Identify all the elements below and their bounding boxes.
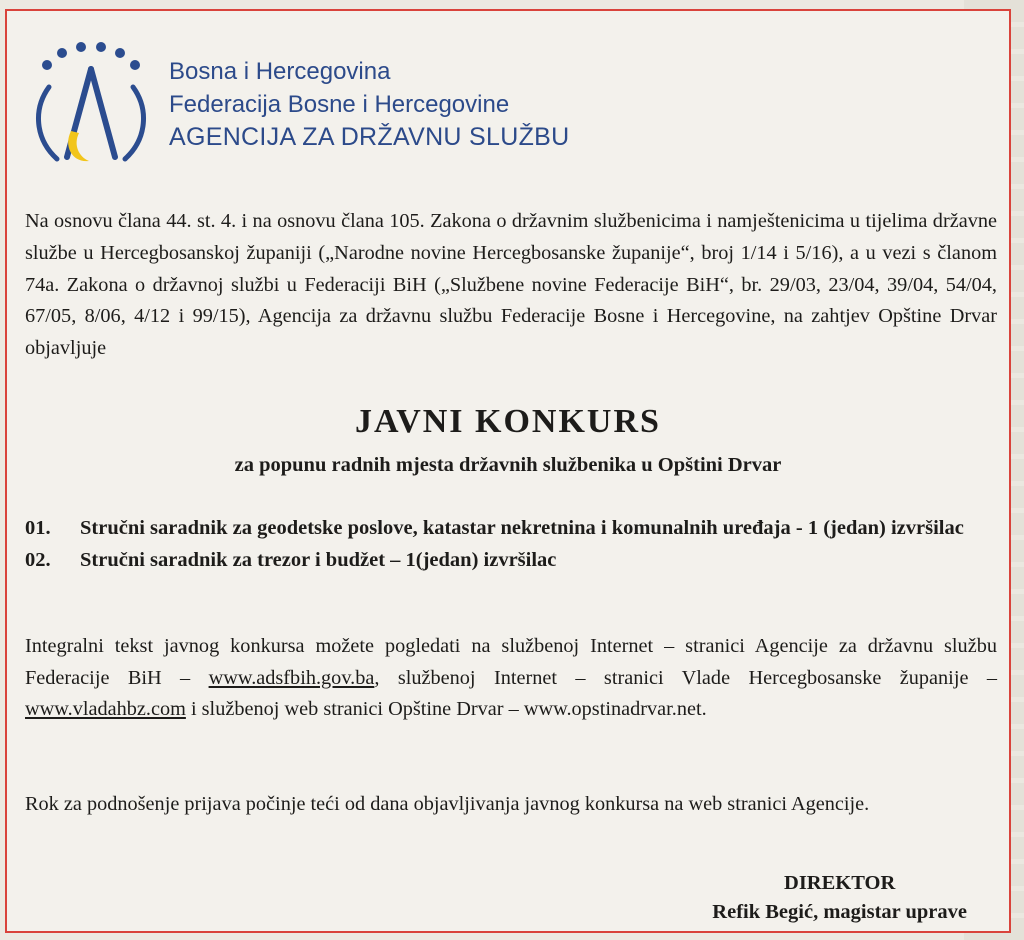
info-text-part: i službenoj web stranici Opštine Drvar – www.opstinadrvar.net. [185, 698, 707, 720]
deadline-paragraph: Rok za podnošenje prijava počinje teći od dana objavljivanja javnog konkursa na web stranici Agencije. [25, 793, 870, 815]
position-item [25, 513, 985, 543]
positions-list [25, 513, 985, 577]
info-text-part: Integralni tekst javnog konkursa možete pogledati na službenoj Internet – stranici Agencije za državnu službu Federacije BiH – [25, 635, 997, 689]
signature-name: Refik Begić, magistar uprave [712, 901, 967, 923]
signature-role: DIREKTOR [784, 872, 896, 894]
announcement-subtitle: za popunu radnih mjesta državnih službenika u Opštini Drvar [234, 454, 782, 476]
position-title: Stručni saradnik za trezor i budžet – 1(jedan) izvršilac [80, 549, 557, 571]
intro-paragraph: Na osnovu člana 44. st. 4. i na osnovu člana 105. Zakona o državnim službenicima i namještenicima u tijelima državne službe u Hercegbosanskoj županiji („Narodne novine Hercegbosanske županije“, broj 1/14 i 5/16), a u vezi s članom 74a. Zakona o državnoj službi u Federaciji BiH („Službene novine Federacije BiH“, br. 29/03, 23/04, 39/04, 54/04, 67/05, 8/06, 4/12 i 99/15), Agencija za državnu službu Federacije Bosne i Hercegovine, na zahtjev Opštine Drvar objavljuje [25, 210, 997, 360]
agency-emblem-icon [27, 39, 155, 169]
announcement-title: JAVNI KONKURS [355, 403, 661, 440]
position-title: Stručni saradnik za geodetske poslove, katastar nekretnina i komunalnih uređaja - 1 (jedan) izvršilac [80, 517, 964, 539]
header-country: Bosna i Hercegovina [169, 58, 391, 85]
job-announcement [5, 9, 1011, 933]
agency-header [21, 33, 741, 183]
position-number: 02. [25, 549, 51, 571]
header-agency: AGENCIJA ZA DRŽAVNU SLUŽBU [169, 123, 570, 151]
agency-website-link[interactable]: www.adsfbih.gov.ba [208, 666, 375, 689]
government-website-link[interactable]: www.vladahbz.com [25, 698, 186, 720]
signature-block [712, 869, 967, 927]
full-text-info-paragraph [25, 631, 997, 726]
position-item [25, 545, 985, 575]
header-federation: Federacija Bosne i Hercegovine [169, 91, 510, 118]
info-text-part: , službenoj Internet – stranici Vlade Hercegbosanske županije – [374, 666, 997, 689]
position-number: 01. [25, 517, 51, 539]
